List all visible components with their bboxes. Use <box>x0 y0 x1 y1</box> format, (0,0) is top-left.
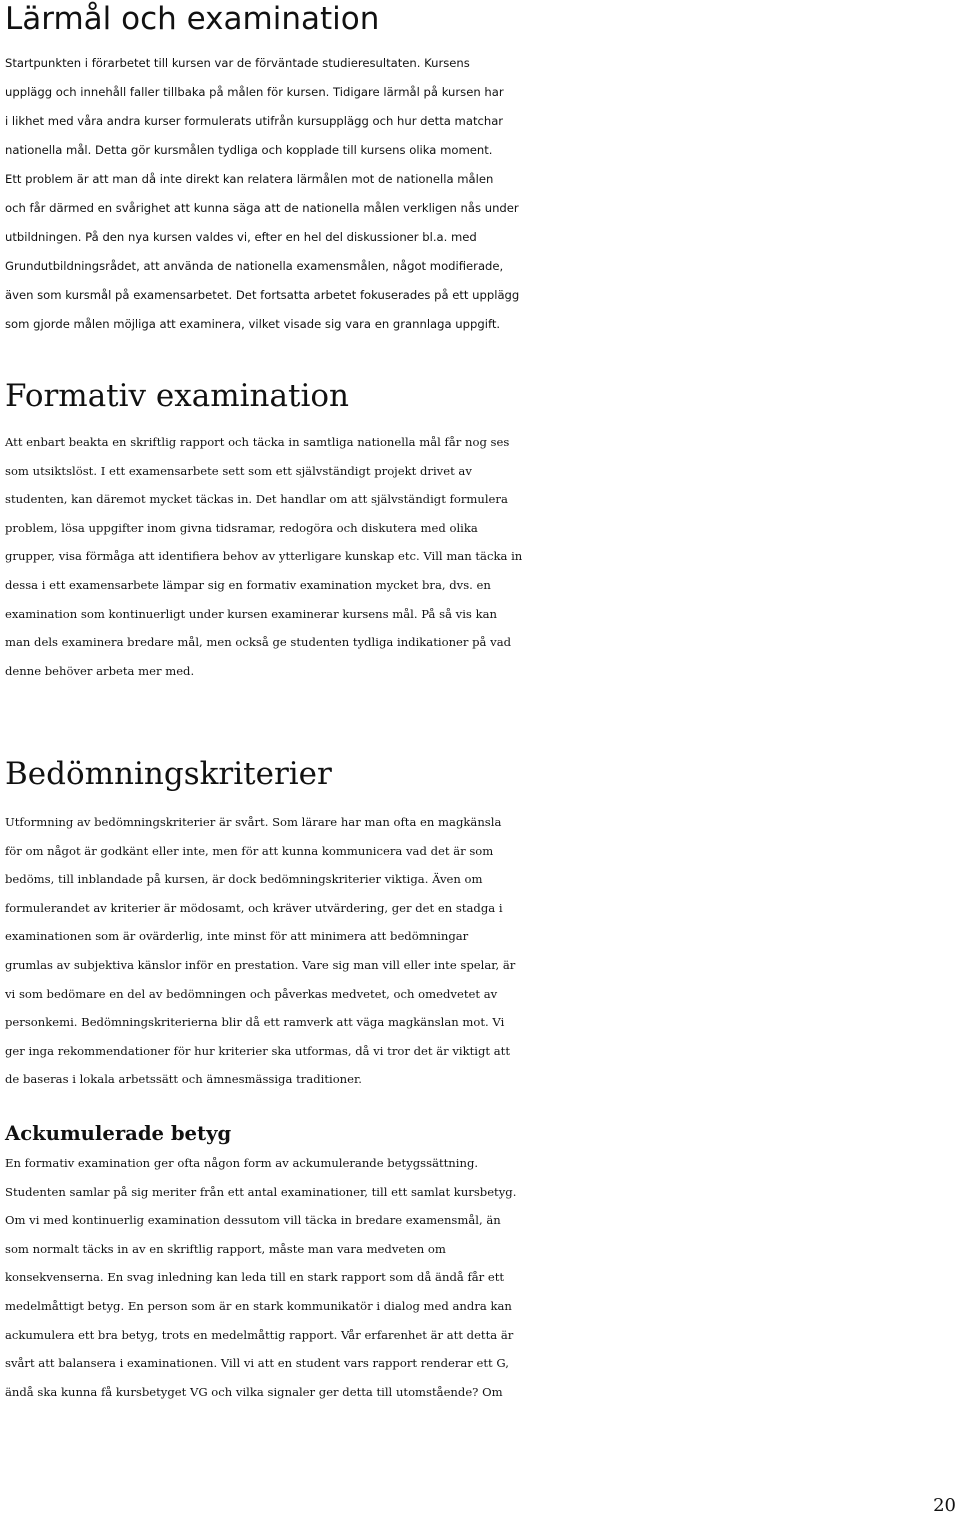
text-line: ändå ska kunna få kursbetyget VG och vilka signaler ger detta till utomstående? Om <box>5 1384 503 1399</box>
page-number: 20 <box>933 1495 956 1516</box>
paragraph-bedomning <box>5 808 960 1094</box>
text-line: ger inga rekommendationer för hur kriterier ska utformas, då vi tror det är viktigt att <box>5 1043 510 1058</box>
text-line: nationella mål. Detta gör kursmålen tydliga och kopplade till kursens olika moment. <box>5 143 493 157</box>
text-line: även som kursmål på examensarbetet. Det fortsatta arbetet fokuserades på ett upplägg <box>5 288 520 302</box>
text-line: konsekvenserna. En svag inledning kan leda till en stark rapport som då ändå får ett <box>5 1270 505 1285</box>
section-heading-formativ: Formativ examination <box>5 378 349 414</box>
text-line: för om något är godkänt eller inte, men för att kunna kommunicera vad det är som <box>5 843 494 858</box>
text-line: utbildningen. På den nya kursen valdes vi, efter en hel del diskussioner bl.a. med <box>5 230 477 244</box>
text-line: personkemi. Bedömningskriterierna blir då ett ramverk att väga magkänslan mot. Vi <box>5 1015 505 1030</box>
text-line: grumlas av subjektiva känslor inför en prestation. Vare sig man vill eller inte spelar, är <box>5 957 516 972</box>
paragraph-ackumulerade <box>5 1149 960 1406</box>
text-line: i likhet med våra andra kurser formulerats utifrån kursupplägg och hur detta matchar <box>5 114 504 128</box>
text-line: Startpunkten i förarbetet till kursen var de förväntade studieresultaten. Kursens <box>5 56 470 70</box>
text-line: examination som kontinuerligt under kursen examinerar kursens mål. På så vis kan <box>5 606 497 621</box>
text-line: En formativ examination ger ofta någon form av ackumulerande betygssättning. <box>5 1156 479 1170</box>
text-line: som normalt täcks in av en skriftlig rapport, måste man vara medveten om <box>5 1241 446 1256</box>
text-line: dessa i ett examensarbete lämpar sig en formativ examination mycket bra, dvs. en <box>5 577 491 592</box>
text-line: denne behöver arbeta mer med. <box>5 663 195 678</box>
paragraph-formativ <box>5 428 960 685</box>
text-line: formulerandet av kriterier är mödosamt, och kräver utvärdering, ger det en stadga i <box>5 900 503 915</box>
text-line: ackumulera ett bra betyg, trots en medelmåttig rapport. Vår erfarenhet är att detta är <box>5 1327 514 1342</box>
text-line: som utsiktslöst. I ett examensarbete sett som ett självständigt projekt drivet av <box>5 463 472 478</box>
text-line: Utformning av bedömningskriterier är svårt. Som lärare har man ofta en magkänsla <box>5 815 502 829</box>
text-line: svårt att balansera i examinationen. Vill vi att en student vars rapport renderar ett G, <box>5 1356 509 1371</box>
section-heading-larmal: Lärmål och examination <box>5 1 380 37</box>
text-line: upplägg och innehåll faller tillbaka på målen för kursen. Tidigare lärmål på kursen har <box>5 85 504 99</box>
text-line: examinationen som är ovärderlig, inte minst för att minimera att bedömningar <box>5 929 469 944</box>
subsection-heading-ackumulerade: Ackumulerade betyg <box>5 1122 232 1145</box>
text-line: man dels examinera bredare mål, men också ge studenten tydliga indikationer på vad <box>5 635 512 650</box>
paragraph-larmal <box>5 49 960 339</box>
text-line: vi som bedömare en del av bedömningen och påverkas medvetet, och omedvetet av <box>5 986 498 1001</box>
text-line: de baseras i lokala arbetssätt och ämnesmässiga traditioner. <box>5 1072 362 1087</box>
text-line: Om vi med kontinuerlig examination dessutom vill täcka in bredare examensmål, än <box>5 1213 501 1228</box>
text-line: och får därmed en svårighet att kunna säga att de nationella målen verkligen nås under <box>5 201 519 215</box>
text-line: bedöms, till inblandade på kursen, är dock bedömningskriterier viktiga. Även om <box>5 872 483 887</box>
text-line: Att enbart beakta en skriftlig rapport och täcka in samtliga nationella mål får nog ses <box>5 435 510 449</box>
section-heading-bedomning: Bedömningskriterier <box>5 756 332 792</box>
text-line: Grundutbildningsrådet, att använda de nationella examensmålen, något modifierade, <box>5 259 504 273</box>
text-line: Ett problem är att man då inte direkt kan relatera lärmålen mot de nationella målen <box>5 172 494 186</box>
text-line: grupper, visa förmåga att identifiera behov av ytterligare kunskap etc. Vill man täcka in <box>5 549 523 564</box>
text-line: medelmåttigt betyg. En person som är en stark kommunikatör i dialog med andra kan <box>5 1298 512 1313</box>
text-line: som gjorde målen möjliga att examinera, vilket visade sig vara en grannlaga uppgift. <box>5 317 501 331</box>
text-line: Studenten samlar på sig meriter från ett antal examinationer, till ett samlat kursbetyg. <box>5 1184 517 1199</box>
text-line: problem, lösa uppgifter inom givna tidsramar, redogöra och diskutera med olika <box>5 520 478 535</box>
text-line: studenten, kan däremot mycket täckas in. Det handlar om att självständigt formulera <box>5 492 508 507</box>
